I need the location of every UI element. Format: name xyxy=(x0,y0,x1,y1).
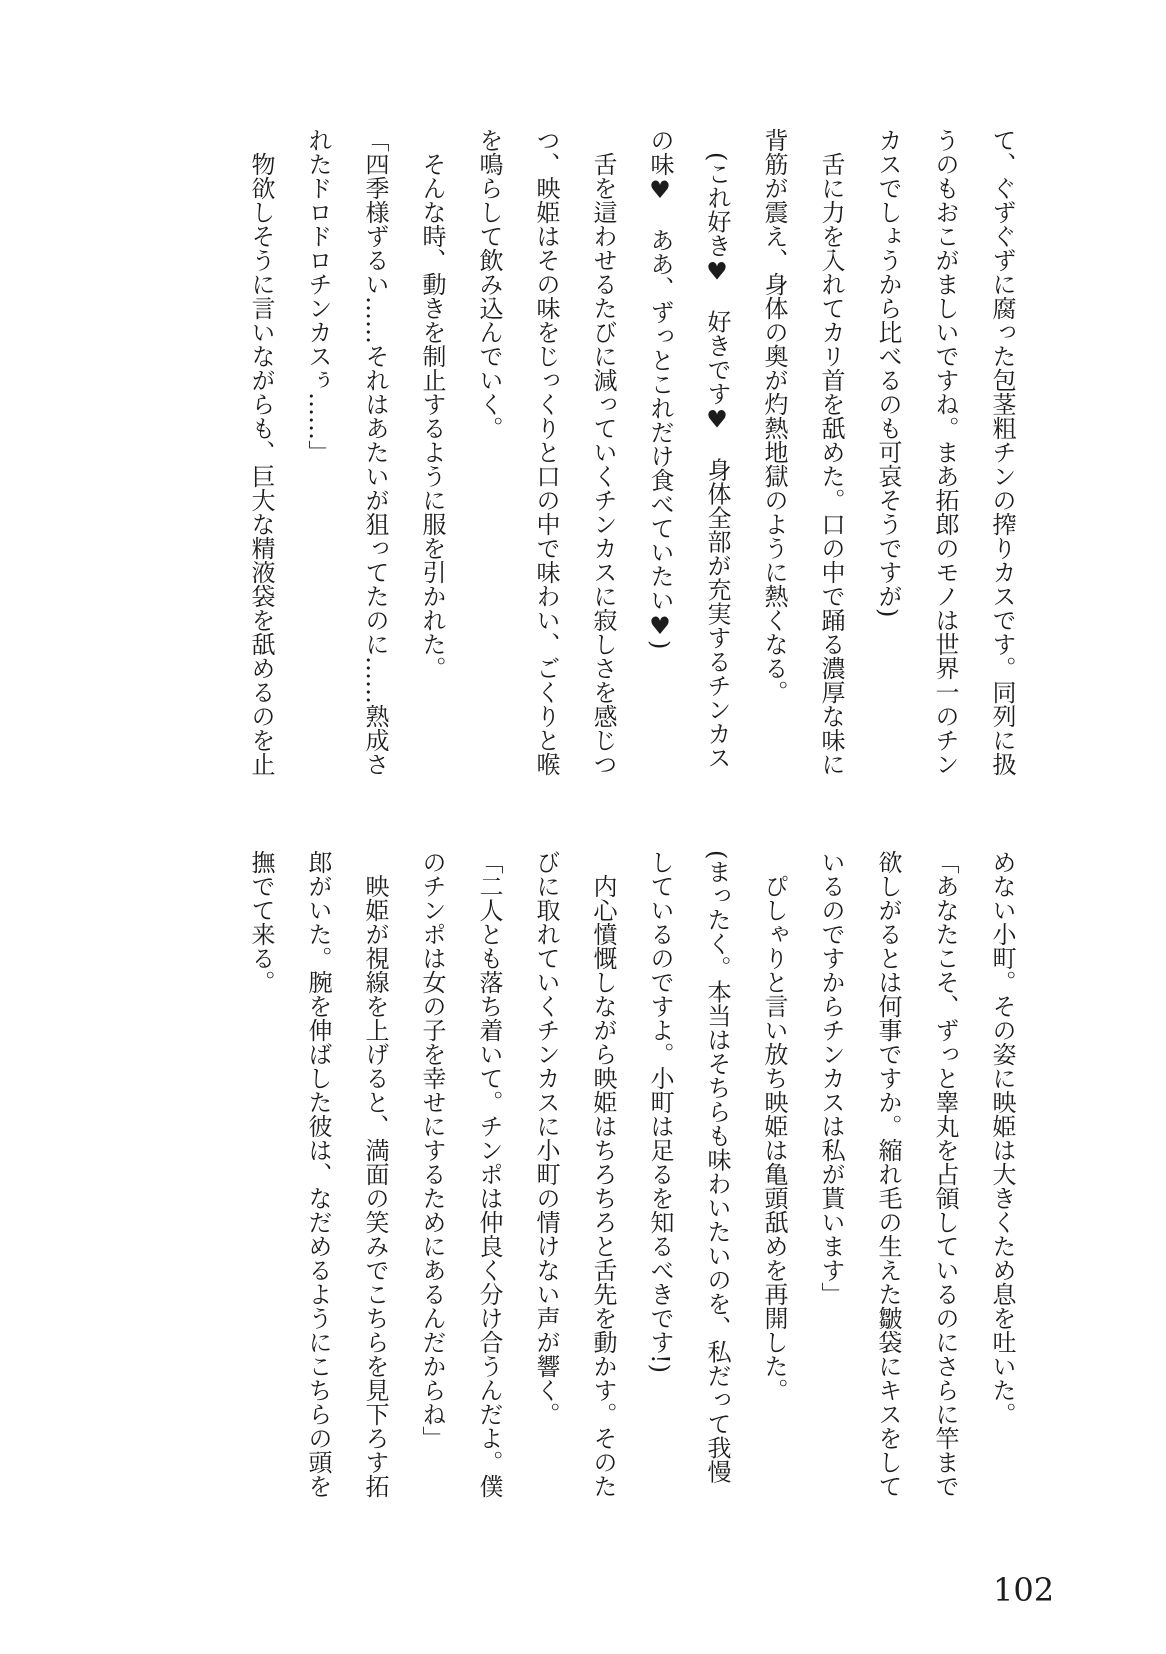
paragraph: 「四季様ずるい……それはあたいが狙ってたのに……熟成されたドロドロチンカスぅ……」 xyxy=(304,128,389,776)
paragraph: 物欲しそうに言いながらも、巨大な精液袋を舐めるのを止 xyxy=(247,152,275,776)
paragraph: 舌に力を入れてカリ首を舐めた。口の中で踊る濃厚な味に背筋が震え、身体の奥が灼熱地獄のように熱くなる。 xyxy=(760,128,845,776)
bottom-text-block xyxy=(232,850,1030,1502)
paragraph: 映姫が視線を上げると、満面の笑みでこちらを見下ろす拓郎がいた。腕を伸ばした彼は、なだめるようにこちらの頭を撫でて来る。 xyxy=(247,850,389,1498)
paragraph: そんな時、動きを制止するように服を引かれた。 xyxy=(418,152,446,680)
paragraph: ぴしゃりと言い放ち映姫は亀頭舐めを再開した。 xyxy=(760,874,788,1402)
paragraph: 舌を這わせるたびに減っていくチンカスに寂しさを感じつつ、映姫はその味をじっくりと口の中で味わい、ごくりと喉を鳴らして飲み込んでいく。 xyxy=(475,128,617,776)
paragraph: 内心憤慨しながら映姫はちろちろと舌先を動かす。そのたびに取れていくチンカスに小町の情けない声が響く。 xyxy=(532,850,617,1498)
paragraph: めない小町。その姿に映姫は大きくため息を吐いた。 xyxy=(988,850,1016,1426)
top-text-block xyxy=(232,128,1030,780)
paragraph: て、ぐずぐずに腐った包茎粗チンの搾りカスです。同列に扱うのもおこがましいですね。まあ拓郎のモノは世界一のチンカスでしょうから比べるのも可哀そうですが) xyxy=(874,128,1016,776)
paragraph: (まったく。本当はそちらも味わいたいのを、私だって我慢しているのですよ。小町は足るを知るべきです!) xyxy=(646,850,731,1484)
page-number: 102 xyxy=(993,1571,1055,1609)
paragraph: 「二人とも落ち着いて。チンポは仲良く分け合うんだよ。僕のチンポは女の子を幸せにするためにあるんだからね」 xyxy=(418,850,503,1498)
paragraph: 「あなたこそ、ずっと睾丸を占領しているのにさらに竿まで欲しがるとは何事ですか。縮れ毛の生えた皺袋にキスをしているのですからチンカスは私が貰います」 xyxy=(817,850,959,1498)
paragraph: (これ好き♥ 好きです♥ 身体全部が充実するチンカスの味♥ ああ、ずっとこれだけ食べていたい♥) xyxy=(646,128,731,770)
